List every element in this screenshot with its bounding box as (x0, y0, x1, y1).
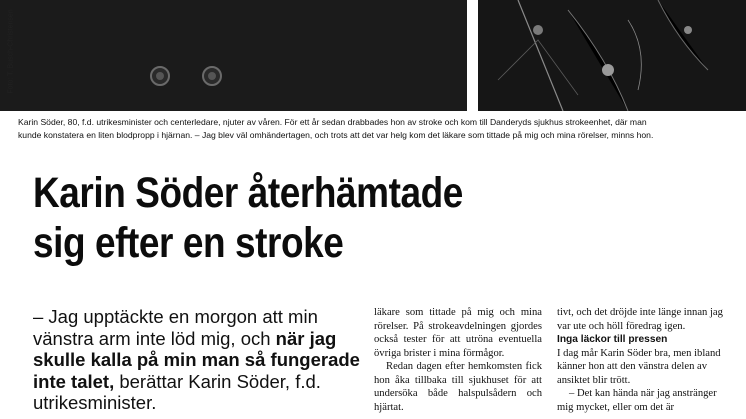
lead-paragraph (33, 306, 363, 414)
article-column-1 (374, 306, 542, 414)
knob-left (150, 66, 170, 86)
body-paragraph: läkare som tittade på mig och mina rörelser. På strokeavdelningen gjordes också tester för att utröna eventuella övriga brister i mina förmågor. (374, 307, 542, 359)
photo-credit: Foto: T. Busch-Christensen (7, 9, 15, 94)
article-headline (33, 168, 635, 268)
photo-main (0, 0, 467, 111)
photo-secondary (478, 0, 746, 111)
knob-right (202, 66, 222, 86)
lead-text: – Jag upptäckte en morgon att min vänstra arm inte löd mig, och (33, 306, 318, 349)
body-paragraph: tivt, och det dröjde inte länge innan jag var ute och höll föredrag igen. (557, 307, 723, 332)
caption-line: Karin Söder, 80, f.d. utrikesminister och centerledare, njuter av våren. För ett år sedan drabbades hon av stroke och kom till Danderyds sjukhus strokeenhet, där man (18, 117, 647, 127)
lead-text-end: berättar Karin Söder, f.d. utrikesminister. (33, 370, 321, 413)
article-column-2 (557, 306, 732, 414)
body-paragraph: Redan dagen efter hemkomsten fick hon åka tillbaka till sjukhuset för att undersöka både halspulsådern och hjärtat. (374, 361, 542, 413)
lead-highlight: när jag skulle kalla på min man så fungerade inte talet, (33, 327, 360, 392)
photo-caption (18, 116, 733, 142)
headline-line-2: sig efter en stroke (33, 219, 344, 267)
body-paragraph: I dag mår Karin Söder bra, men ibland känner hon att den vänstra delen av ansiktet blir trött. (557, 347, 721, 386)
foliage-illustration (478, 0, 746, 111)
body-paragraph: – Det kan hända när jag anstränger mig mycket, eller om det är (557, 388, 717, 413)
section-subhead: Inga läckor till pressen (557, 334, 668, 345)
caption-line: kunde konstatera en liten blodpropp i hjärnan. – Jag blev väl omhändertagen, och trots att det var helg kom det läkare som tittade på mig och mina rörelser, minns hon. (18, 130, 654, 140)
headline-line-1: Karin Söder återhämtade (33, 169, 463, 217)
